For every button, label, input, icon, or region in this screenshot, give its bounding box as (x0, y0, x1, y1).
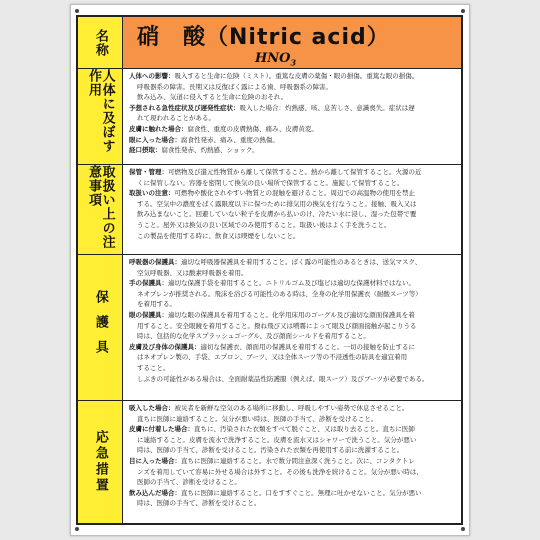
handling-text (123, 165, 461, 241)
formula-subscript: 3 (290, 57, 297, 68)
sign-board (70, 4, 470, 536)
firstaid-item-heading: 目に入った場合： (129, 456, 181, 465)
firstaid-row (78, 401, 461, 523)
effects-row (78, 69, 461, 165)
firstaid-line (129, 456, 457, 467)
protection-item-text: 時は、包括的な化学スプラッシュゴーグル、及び顔面シールドを着用すること。 (137, 332, 370, 341)
handling-item-heading: 取扱いの注意： (129, 189, 175, 198)
handling-label-cell (78, 165, 123, 254)
name-label-cell (78, 17, 123, 68)
handling-line (129, 188, 457, 199)
handling-content (123, 165, 461, 254)
protection-item-text: 適切な眼の保護具を着用すること。化学用床用のゴーグル及び適切な顔面保護具を着 (168, 310, 415, 319)
firstaid-label-cell (78, 401, 123, 523)
name-content (123, 17, 461, 68)
effects-item-heading: 眼に入った場合： (129, 135, 181, 144)
firstaid-item-text: 直ちに医師に連絡すること。気分が悪い時は、医師の手当て、診断を受けること。 (137, 414, 378, 423)
handling-item-text: くに保管しない。容器を密閉して換気の良い場所で保管すること。施錠して保管すること。 (137, 178, 404, 187)
firstaid-line (129, 414, 457, 425)
substance-title: 硝 酸（Nitric acid） (137, 25, 390, 50)
protection-item-text: 適切な呼吸器保護具を着用すること。ばく露の可能性のあるときは、送気マスク、 (181, 258, 422, 266)
effects-item-heading: 皮膚に触れた場合： (129, 124, 188, 133)
chemical-formula (255, 51, 296, 68)
protection-line (129, 374, 457, 385)
firstaid-item-text: 直ちに医師に連絡すること。水で数分間注意深く洗うこと。次に、コンタクトレ (181, 456, 415, 465)
effects-item-text: 飲み込み、気道に侵入すると生命に危険のおそれ。 (137, 93, 288, 102)
effects-line (129, 135, 457, 146)
firstaid-item-heading: 皮膚に付着した場合： (129, 425, 194, 434)
protection-line (129, 352, 457, 363)
protection-item-text: 適切な保護衣、顔面用の保護具を着用すること。一切の接触を防止するに (200, 342, 415, 351)
effects-item-heading: 予想される急性症状及び遅発性症状： (129, 103, 240, 112)
effects-item-text: 呼吸器系の障害。長期又は反復ばく露による歯、呼吸器系の障害。 (137, 82, 332, 91)
effects-item-text: 腐食性、重度の皮膚熱傷、痛み、皮膚黄変。 (187, 124, 318, 133)
handling-item-text: 可燃物及び還元性物質から離して保管すること。熱から離して保管すること。火源の近 (168, 168, 422, 176)
effects-line (129, 113, 457, 124)
handling-item-text: この製品を使用する時に、飲食又は喫煙をしないこと。 (137, 231, 300, 240)
name-row (78, 17, 461, 69)
protection-item-text: 適切な保護手袋を着用すること。ニトリルゴム及び塩ビは適切な保護材料ではない。 (168, 279, 415, 288)
protection-line (129, 342, 457, 353)
protection-line (129, 331, 457, 342)
protection-item-text: を着用する。 (137, 300, 176, 309)
firstaid-line (129, 498, 457, 509)
protection-item-text: しぶきの可能性がある場合は、全面耐薬品性防護服（例えば、眼スーツ）及びブーツが必要である。 (137, 374, 429, 383)
handling-item-text: 飲み込まないこと。回避していない粒子を皮膚から払いのけ、冷たい水に浸し、湿った包帯で覆 (137, 210, 417, 219)
effects-content (123, 69, 461, 164)
effects-item-heading: 人体への影響： (129, 72, 175, 80)
formula-main: HNO (255, 51, 291, 66)
protection-item-heading: 手の保護具： (129, 279, 168, 288)
handling-line (129, 231, 457, 242)
protection-text (123, 255, 461, 384)
handling-label: 取扱い上の注意事項 (86, 165, 115, 249)
effects-line (129, 124, 457, 135)
protection-line (129, 268, 457, 279)
protection-item-text: 空気呼吸器、又は酸素呼吸器を着用。 (137, 268, 248, 277)
effects-label: 人体に及ぼす作用 (86, 69, 115, 153)
firstaid-item-heading: 吸入した場合： (129, 404, 175, 412)
effects-item-text: 腐食性発赤、痛み、重度の熱傷。 (181, 135, 279, 144)
protection-line (129, 363, 457, 374)
firstaid-item-text: ンズを着用していて容易に外せる場合は外すこと。その後も洗浄を続けること。気分が悪い時は、 (137, 467, 423, 476)
firstaid-item-heading: 飲み込んだ場合： (129, 488, 181, 497)
handling-line (129, 209, 457, 220)
handling-line (129, 220, 457, 231)
protection-label: 保護具 (92, 290, 108, 365)
firstaid-item-text: 直ちに、汚染された衣類をすべて脱ぐこと、又は取り去ること。直ちに医師 (194, 425, 415, 434)
protection-line (129, 278, 457, 289)
effects-item-text: 吸入した場合：灼熱感、咳、息苦しさ、意識喪失。症状は遅 (239, 103, 415, 112)
firstaid-item-text: 被災者を新鮮な空気のある場所に移動し、呼吸しやすい姿勢で休息させること。 (174, 404, 409, 412)
firstaid-item-text: に連絡すること。皮膚を流水で洗浄すること。皮膚を流水又はシャワーで洗うこと。気分が悪い (137, 435, 417, 444)
handling-item-text: する。空気中の濃度をばく露限度以下に保つために排気用の換気を行なうこと。接触、吸入又は (137, 199, 417, 208)
protection-line (129, 321, 457, 332)
firstaid-label: 応急措置 (92, 430, 108, 494)
effects-item-text: 吸入すると生命に危険（ミスト）。重篤な皮膚の薬傷・眼の損傷。重篤な眼の損傷。 (174, 72, 419, 80)
chemical-info-table (76, 15, 463, 525)
firstaid-line (129, 435, 457, 446)
firstaid-text (123, 401, 461, 509)
protection-label-cell (78, 255, 123, 400)
effects-line (129, 92, 457, 103)
mounting-hole (75, 527, 79, 531)
effects-text (123, 69, 461, 156)
firstaid-line (129, 445, 457, 456)
protection-line (129, 257, 457, 268)
protection-item-text: ネオプレンが推奨される。飛沫を浴びる可能性のある時は、全身の化学用保護衣（耐酸スーツ等） (137, 289, 422, 298)
handling-line (129, 178, 457, 189)
mounting-hole (461, 527, 465, 531)
handling-row (78, 165, 461, 255)
protection-item-heading: 皮膚及び身体の保護具： (129, 342, 201, 351)
effects-item-text: 腐食性発赤、灼熱感、ショック。 (161, 146, 259, 155)
protection-line (129, 289, 457, 300)
handling-line (129, 199, 457, 210)
effects-item-text: れて現われることがある。 (137, 114, 215, 123)
firstaid-line (129, 467, 457, 478)
protection-row (78, 255, 461, 401)
protection-item-text: はネオプレン製の、手袋、エプロン、ブーツ、又は全体スーツ等の不浸透性の防具を適宜着用 (137, 353, 408, 362)
protection-content (123, 255, 461, 400)
firstaid-line (129, 403, 457, 414)
handling-item-text: 可燃物や酸化されやすい物質との混触を避けること。周辺での高温物の使用を禁止 (174, 189, 415, 198)
handling-item-heading: 保管・管理： (129, 168, 168, 176)
firstaid-line (129, 424, 457, 435)
protection-item-text: すること。 (137, 363, 170, 372)
name-label: 名称 (92, 28, 108, 57)
effects-item-heading: 経口摂取： (129, 146, 162, 155)
firstaid-item-text: 時は、医師の手当て、診断を受けること。汚染された衣類を再使用する前に洗濯すること。 (137, 446, 404, 455)
effects-label-cell (78, 69, 123, 164)
handling-line (129, 167, 457, 178)
effects-line (129, 82, 457, 93)
firstaid-content (123, 401, 461, 523)
protection-item-heading: 呼吸器の保護具： (129, 258, 181, 266)
protection-line (129, 299, 457, 310)
protection-item-heading: 眼の保護具： (129, 310, 168, 319)
firstaid-line (129, 488, 457, 499)
firstaid-line (129, 477, 457, 488)
firstaid-item-text: 医師の手当て、診断を受けること。 (137, 478, 241, 487)
firstaid-item-text: 直ちに医師に連絡すること。口をすすぐこと。無理に吐かせないこと。気分が悪い (181, 488, 422, 497)
protection-line (129, 310, 457, 321)
mounting-hole (75, 9, 79, 13)
protection-item-text: 用すること。安全眼鏡を着用すること。撥ね飛び又は噴霧によって眼及び顔面接触が起こりうる (137, 321, 417, 330)
effects-line (129, 103, 457, 114)
effects-line (129, 145, 457, 156)
effects-line (129, 71, 457, 82)
mounting-hole (461, 9, 465, 13)
handling-item-text: うこと。屋外又は換気の良い区域でのみ使用すること。取扱い後はよく手を洗うこと。 (137, 220, 391, 229)
firstaid-item-text: 時は、医師の手当て、診断を受けること。 (137, 499, 261, 508)
